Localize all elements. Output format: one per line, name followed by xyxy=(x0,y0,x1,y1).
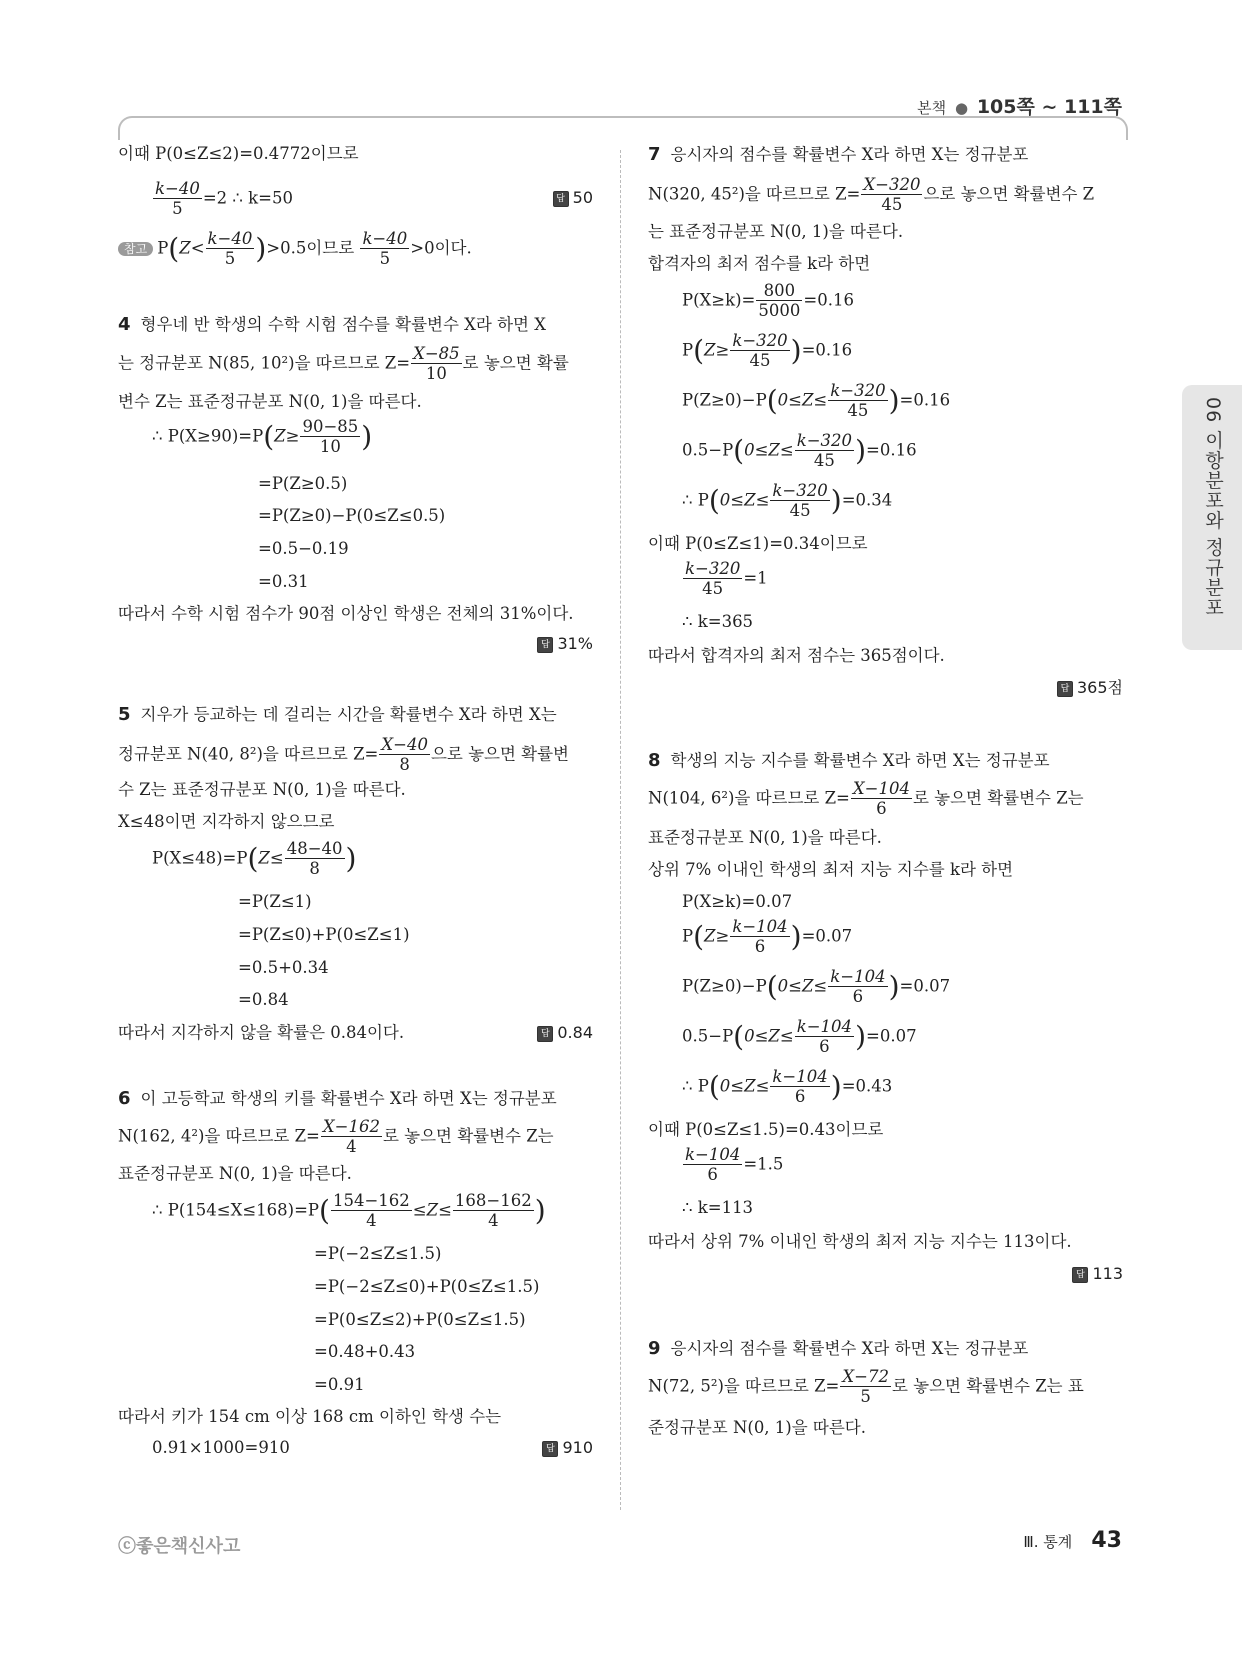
equation-text: Z≥ xyxy=(274,426,300,446)
numerator: X−104 xyxy=(852,779,910,798)
fraction xyxy=(828,968,887,1006)
denominator: 4 xyxy=(488,1211,499,1231)
answer-badge xyxy=(553,190,593,207)
paren-open: ( xyxy=(766,383,778,417)
denominator: 10 xyxy=(319,437,341,457)
equation-text: P(Z≥0)−P xyxy=(682,390,767,410)
page-header xyxy=(917,92,1122,119)
text: 응시자의 점수를 확률변수 X라 하면 X는 정규분포 xyxy=(670,1339,1029,1358)
equation-text: 0≤Z≤ xyxy=(719,1076,770,1096)
problem-5-line xyxy=(118,706,557,724)
answer-badge xyxy=(1072,1266,1123,1283)
equation-line: =P(Z≤1) xyxy=(238,892,312,911)
equation-text: 0≤Z≤ xyxy=(719,490,770,510)
problem-4-line xyxy=(118,345,569,383)
paren-open: ( xyxy=(168,231,180,265)
text-line: 표준정규분포 N(0, 1)을 따른다. xyxy=(118,1164,352,1183)
equation-line: =0.48+0.43 xyxy=(314,1342,416,1361)
text-line: 이때 P(0≤Z≤1.5)=0.43이므로 xyxy=(648,1120,884,1139)
denominator: 45 xyxy=(881,195,903,215)
fraction xyxy=(851,780,912,818)
text-line: 준정규분포 N(0, 1)을 따른다. xyxy=(648,1418,866,1437)
equation-line xyxy=(682,332,852,370)
text: 로 놓으면 확률변수 Z는 표 xyxy=(891,1376,1084,1396)
problem-number: 7 xyxy=(648,144,661,165)
denominator: 4 xyxy=(366,1211,377,1231)
equation-text: =1.5 xyxy=(743,1154,784,1174)
text-line: 이때 P(0≤Z≤1)=0.34이므로 xyxy=(648,534,868,553)
denominator: 45 xyxy=(789,501,811,521)
paren-close: ) xyxy=(855,1019,866,1053)
denominator: 5 xyxy=(172,199,183,219)
equation-text: =0.43 xyxy=(841,1076,893,1096)
fraction xyxy=(331,1192,412,1230)
equation-text: P xyxy=(682,340,694,360)
equation-text: ∴ P(X≥90)=P xyxy=(152,426,264,446)
denominator: 6 xyxy=(819,1037,830,1057)
text: 지우가 등교하는 데 걸리는 시간을 확률변수 X라 하면 X는 xyxy=(140,705,557,724)
answer-icon: 답 xyxy=(1072,1267,1088,1283)
numerator: k−104 xyxy=(830,967,886,986)
text: 로 놓으면 확률변수 Z는 xyxy=(912,788,1084,808)
equation-text: =0.07 xyxy=(866,1026,917,1046)
answer-badge xyxy=(537,636,593,653)
fraction xyxy=(285,840,345,878)
paren-open: ( xyxy=(708,483,720,517)
numerator: k−320 xyxy=(830,381,886,400)
equation-line: =P(0≤Z≤2)+P(0≤Z≤1.5) xyxy=(314,1310,526,1329)
text-line: 상위 7% 이내인 학생의 최저 지능 지수를 k라 하면 xyxy=(648,860,1014,879)
equation-line: =0.31 xyxy=(258,572,309,591)
equation-text: >0이다. xyxy=(410,238,472,258)
problem-7-line xyxy=(648,146,1028,164)
fraction xyxy=(770,482,829,520)
fraction xyxy=(683,1146,742,1184)
fraction xyxy=(828,382,887,420)
paren-open: ( xyxy=(263,419,275,453)
paren-open: ( xyxy=(708,1069,720,1103)
equation-text: 0.5−P xyxy=(682,1026,734,1046)
equation-text: 0≤Z≤ xyxy=(777,390,828,410)
denominator: 6 xyxy=(707,1165,718,1185)
denominator: 10 xyxy=(425,364,447,384)
text: 응시자의 점수를 확률변수 X라 하면 X는 정규분포 xyxy=(670,145,1029,164)
equation-text: 0≤Z≤ xyxy=(744,1026,794,1046)
fraction xyxy=(770,1068,829,1106)
answer-badge xyxy=(1057,680,1123,697)
paren-close: ) xyxy=(361,419,373,453)
numerator: X−320 xyxy=(863,175,921,194)
text: 로 놓으면 확률 xyxy=(462,353,569,373)
chapter-tab[interactable] xyxy=(1182,385,1242,650)
fraction xyxy=(730,332,789,370)
equation-line: =0.84 xyxy=(238,990,289,1009)
equation-line xyxy=(682,432,917,470)
page-number: 43 xyxy=(1091,1528,1122,1553)
equation-text: P xyxy=(682,926,694,946)
equation-line: =0.5−0.19 xyxy=(258,539,349,558)
paren-open: ( xyxy=(733,433,745,467)
denominator: 6 xyxy=(852,987,864,1007)
header-rule xyxy=(118,116,1128,140)
problem-8-line xyxy=(648,780,1084,818)
footer-section: Ⅲ. 통계 xyxy=(1023,1533,1073,1551)
equation-text: ∴ P xyxy=(682,1076,709,1096)
numerator: 154−162 xyxy=(332,1191,410,1210)
paren-open: ( xyxy=(319,1193,330,1227)
denominator: 5000 xyxy=(758,301,801,321)
chapter-tab-label: 06 이항분포와 정규분포 xyxy=(1202,397,1224,618)
equation-text: =0.07 xyxy=(899,976,951,996)
denominator: 8 xyxy=(399,755,410,775)
paren-open: ( xyxy=(766,969,778,1003)
column-divider xyxy=(620,150,621,1510)
equation-line: =P(Z≤0)+P(0≤Z≤1) xyxy=(238,925,410,944)
fraction xyxy=(360,230,409,268)
page-footer xyxy=(1023,1528,1122,1553)
answer-icon: 답 xyxy=(1057,681,1073,697)
text-line: 0.91×1000=910 xyxy=(152,1438,290,1457)
text-line: 이때 P(0≤Z≤2)=0.4772이므로 xyxy=(118,144,359,163)
text-line: 변수 Z는 표준정규분포 N(0, 1)을 따른다. xyxy=(118,392,422,411)
equation-line: ∴ k=113 xyxy=(682,1198,754,1217)
equation-line xyxy=(152,1192,546,1230)
equation-text: 0.5−P xyxy=(682,440,734,460)
equation-text: P(X≤48)=P xyxy=(152,848,248,868)
equation-line: P(X≥k)=0.07 xyxy=(682,892,793,911)
problem-number: 8 xyxy=(648,750,661,771)
answer-value: 910 xyxy=(562,1438,593,1457)
numerator: X−40 xyxy=(381,735,428,754)
equation-text: 0≤Z≤ xyxy=(744,440,794,460)
equation-line xyxy=(682,382,950,420)
paren-close: ) xyxy=(888,969,900,1003)
bullet-icon: ● xyxy=(954,99,969,117)
publisher-logo: ⓒ좋은책신사고 xyxy=(118,1536,241,1557)
numerator: k−320 xyxy=(796,431,853,450)
paren-close: ) xyxy=(534,1193,546,1227)
equation-text: P(X≥k)= xyxy=(682,290,756,310)
fraction xyxy=(379,736,430,774)
note-line xyxy=(118,230,472,268)
fraction xyxy=(206,230,255,268)
fraction xyxy=(795,432,854,470)
equation-text: P(Z≥0)−P xyxy=(682,976,767,996)
denominator: 4 xyxy=(346,1137,357,1157)
answer-icon: 답 xyxy=(537,1026,553,1042)
paren-open: ( xyxy=(693,919,705,953)
numerator: X−72 xyxy=(842,1367,889,1386)
text-line: 수 Z는 표준정규분포 N(0, 1)을 따른다. xyxy=(118,780,406,799)
equation-text: =0.07 xyxy=(801,926,853,946)
equation-line: =P(−2≤Z≤1.5) xyxy=(314,1244,442,1263)
equation-text: =0.34 xyxy=(841,490,893,510)
answer-value: 31% xyxy=(557,634,593,653)
denominator: 8 xyxy=(309,859,320,879)
problem-9-line xyxy=(648,1340,1028,1358)
equation-text: Z≥ xyxy=(704,340,730,360)
denominator: 5 xyxy=(379,249,391,269)
text-line: X≤48이면 지각하지 않으므로 xyxy=(118,812,335,831)
equation-text: 0≤Z≤ xyxy=(777,976,828,996)
answer-value: 365점 xyxy=(1077,678,1123,697)
equation-text: =0.16 xyxy=(866,440,917,460)
denominator: 45 xyxy=(813,451,835,471)
text: 형우네 반 학생의 수학 시험 점수를 확률변수 X라 하면 X xyxy=(140,315,546,334)
text: N(104, 6²)을 따르므로 Z= xyxy=(648,788,850,808)
fraction xyxy=(453,1192,534,1230)
numerator: k−40 xyxy=(207,229,253,248)
paren-close: ) xyxy=(790,333,802,367)
numerator: k−104 xyxy=(796,1017,853,1036)
equation-text: ≤Z≤ xyxy=(412,1200,452,1220)
equation-line xyxy=(152,180,293,218)
equation-line: =P(−2≤Z≤0)+P(0≤Z≤1.5) xyxy=(314,1277,540,1296)
equation-line xyxy=(152,840,356,878)
numerator: 48−40 xyxy=(286,839,343,858)
numerator: X−85 xyxy=(413,344,460,363)
text-line: 따라서 합격자의 최저 점수는 365점이다. xyxy=(648,646,945,665)
text: 으로 놓으면 확률변 xyxy=(430,744,569,764)
text: 이 고등학교 학생의 키를 확률변수 X라 하면 X는 정규분포 xyxy=(140,1089,557,1108)
numerator: k−40 xyxy=(362,229,408,248)
problem-number: 4 xyxy=(118,314,131,335)
numerator: 168−162 xyxy=(454,1191,532,1210)
text-line: 따라서 수학 시험 점수가 90점 이상인 학생은 전체의 31%이다. xyxy=(118,604,574,623)
header-label: 본책 xyxy=(917,99,947,117)
denominator: 6 xyxy=(876,799,887,819)
equation-line xyxy=(682,918,852,956)
header-page-range: 105쪽 ~ 111쪽 xyxy=(976,96,1122,118)
fraction xyxy=(840,1368,891,1406)
note-badge: 참고 xyxy=(118,242,153,256)
equation-line xyxy=(152,418,372,456)
text-line: 따라서 상위 7% 이내인 학생의 최저 지능 지수는 113이다. xyxy=(648,1232,1072,1251)
text: 학생의 지능 지수를 확률변수 X라 하면 X는 정규분포 xyxy=(670,751,1050,770)
numerator: k−320 xyxy=(732,331,788,350)
paren-close: ) xyxy=(888,383,900,417)
fraction xyxy=(730,918,789,956)
answer-value: 113 xyxy=(1092,1264,1123,1283)
text: 으로 놓으면 확률변수 Z xyxy=(923,184,1095,204)
numerator: X−162 xyxy=(322,1117,380,1136)
answer-badge xyxy=(537,1025,593,1042)
equation-line xyxy=(682,968,950,1006)
denominator: 5 xyxy=(224,249,236,269)
problem-number: 9 xyxy=(648,1338,661,1359)
numerator: 800 xyxy=(756,282,802,301)
text: 는 정규분포 N(85, 10²)을 따르므로 Z= xyxy=(118,353,411,373)
numerator: 90−85 xyxy=(302,417,359,436)
variable: Z< xyxy=(179,238,205,258)
equation-text: Z≥ xyxy=(704,926,730,946)
paren-close: ) xyxy=(830,483,842,517)
answer-value: 0.84 xyxy=(557,1023,593,1042)
equation-line: =P(Z≥0.5) xyxy=(258,474,348,493)
text-line: 는 표준정규분포 N(0, 1)을 따른다. xyxy=(648,222,904,241)
paren-close: ) xyxy=(790,919,802,953)
denominator: 6 xyxy=(794,1087,806,1107)
text-line: 따라서 키가 154 cm 이상 168 cm 이하인 학생 수는 xyxy=(118,1407,502,1426)
text: N(320, 45²)을 따르므로 Z= xyxy=(648,184,861,204)
equation-text: P xyxy=(157,238,169,258)
problem-6-line xyxy=(118,1118,554,1156)
problem-6-line xyxy=(118,1090,557,1108)
answer-icon: 답 xyxy=(553,191,569,207)
fraction xyxy=(411,345,462,383)
paren-close: ) xyxy=(345,841,357,875)
equation-line: ∴ k=365 xyxy=(682,612,754,631)
denominator: 45 xyxy=(847,401,869,421)
equation-line xyxy=(682,1018,917,1056)
numerator: k−40 xyxy=(155,179,200,198)
text: N(162, 4²)을 따르므로 Z= xyxy=(118,1126,320,1146)
answer-value: 50 xyxy=(572,188,593,207)
problem-number: 6 xyxy=(118,1088,131,1109)
text: 정규분포 N(40, 8²)을 따르므로 Z= xyxy=(118,744,379,764)
equation-text: =0.16 xyxy=(801,340,853,360)
fraction xyxy=(756,282,802,320)
equation-line xyxy=(682,1068,892,1106)
paren-open: ( xyxy=(693,333,705,367)
problem-4-line xyxy=(118,316,546,334)
paren-close: ) xyxy=(855,433,866,467)
equation-line xyxy=(682,560,768,598)
equation-text: ∴ P xyxy=(682,490,709,510)
problem-number: 5 xyxy=(118,704,131,725)
problem-8-line xyxy=(648,752,1050,770)
denominator: 6 xyxy=(754,937,766,957)
equation-line xyxy=(682,282,854,320)
paren-open: ( xyxy=(733,1019,745,1053)
fraction xyxy=(300,418,360,456)
equation-line: =P(Z≥0)−P(0≤Z≤0.5) xyxy=(258,506,446,525)
numerator: k−104 xyxy=(732,917,788,936)
equation-text: =0.16 xyxy=(899,390,951,410)
answer-badge xyxy=(542,1440,593,1457)
equation-text: =0.16 xyxy=(803,290,854,310)
paren-close: ) xyxy=(255,231,267,265)
text: 로 놓으면 확률변수 Z는 xyxy=(382,1126,554,1146)
fraction xyxy=(861,176,922,214)
equation-text: =1 xyxy=(743,568,768,588)
numerator: k−320 xyxy=(685,559,741,578)
equation-line xyxy=(682,482,892,520)
equation-text: ∴ P(154≤X≤168)=P xyxy=(152,1200,320,1220)
denominator: 45 xyxy=(749,351,771,371)
equation-line: =0.5+0.34 xyxy=(238,958,329,977)
fraction xyxy=(321,1118,382,1156)
equation-line: =0.91 xyxy=(314,1375,365,1394)
text-line: 따라서 지각하지 않을 확률은 0.84이다. xyxy=(118,1023,405,1042)
paren-open: ( xyxy=(247,841,259,875)
paren-close: ) xyxy=(830,1069,842,1103)
text-line: 표준정규분포 N(0, 1)을 따른다. xyxy=(648,828,882,847)
fraction xyxy=(683,560,742,598)
answer-icon: 답 xyxy=(542,1441,558,1457)
equation-text: Z≤ xyxy=(258,848,284,868)
numerator: k−104 xyxy=(685,1145,741,1164)
problem-7-line xyxy=(648,176,1094,214)
equation-text: >0.5이므로 xyxy=(266,238,355,258)
denominator: 45 xyxy=(702,579,724,599)
fraction xyxy=(153,180,202,218)
answer-icon: 답 xyxy=(537,637,553,653)
problem-5-line xyxy=(118,736,569,774)
text: N(72, 5²)을 따르므로 Z= xyxy=(648,1376,840,1396)
denominator: 5 xyxy=(860,1387,871,1407)
fraction xyxy=(795,1018,854,1056)
numerator: k−320 xyxy=(772,481,828,500)
text-line: 합격자의 최저 점수를 k라 하면 xyxy=(648,254,871,273)
problem-9-line xyxy=(648,1368,1084,1406)
equation-line xyxy=(682,1146,783,1184)
equation-text: =2 ∴ k=50 xyxy=(202,188,293,208)
numerator: k−104 xyxy=(772,1067,828,1086)
